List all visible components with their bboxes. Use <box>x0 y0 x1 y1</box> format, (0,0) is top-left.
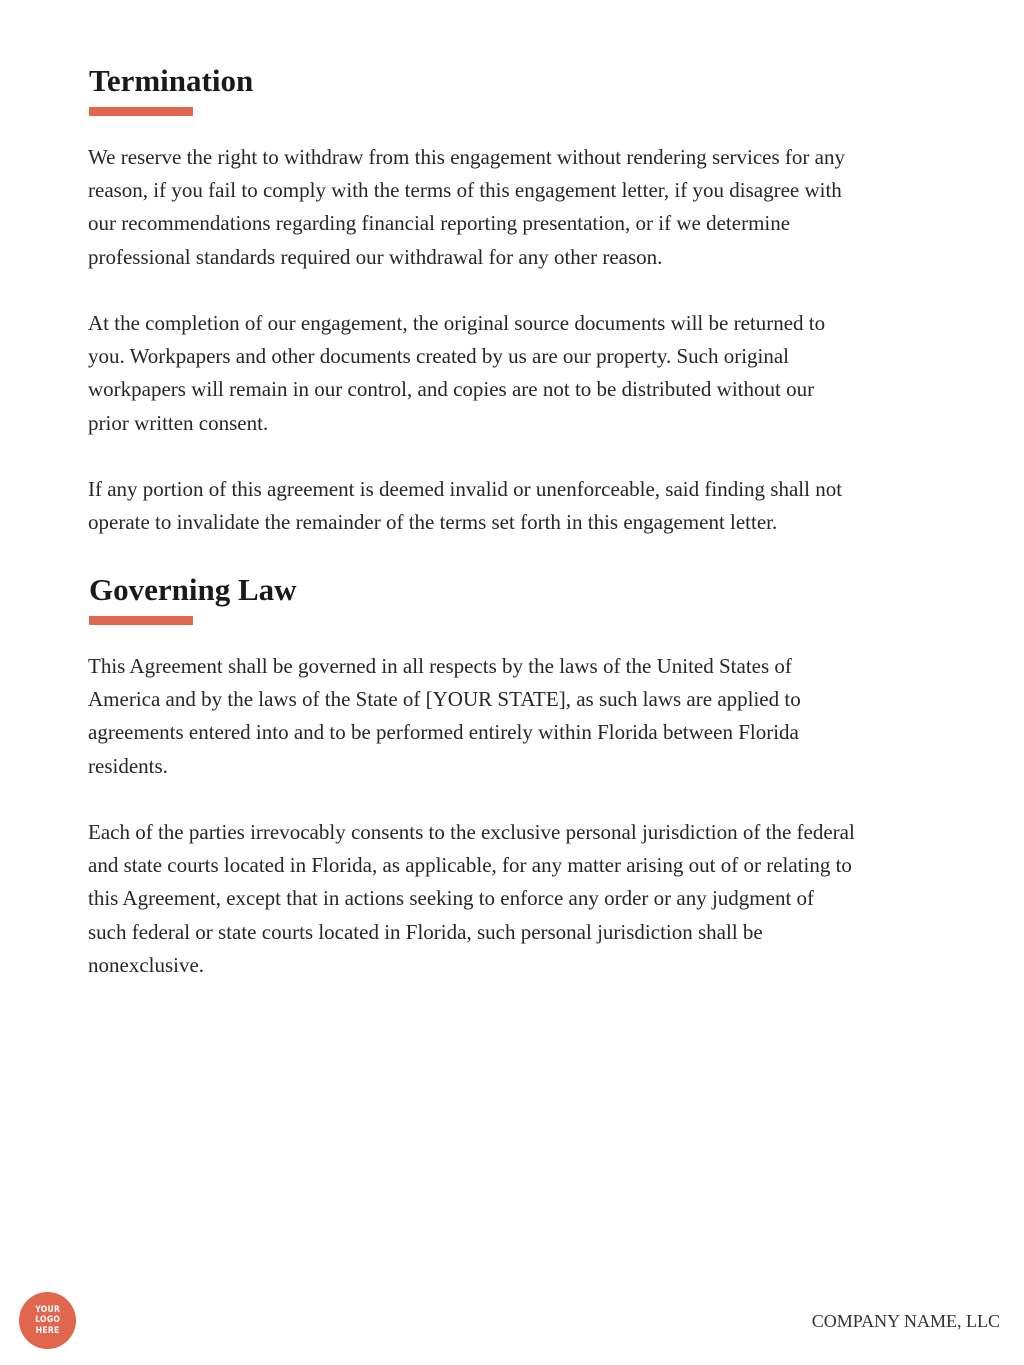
company-name: COMPANY NAME, LLC <box>811 1311 1000 1331</box>
governing-law-paragraph-1: This Agreement shall be governed in all respects by the laws of the United States of America and by the laws of the State of [YOUR STATE], as such laws are applied to agreements entered into and to be performed entirely within Florida between Florida residents. <box>88 654 801 778</box>
termination-paragraph-2: At the completion of our engagement, the original source documents will be returned to you. Workpapers and other documents created by us are our property. Such original workpapers will remain in our control, and copies are not to be distributed without our prior written consent. <box>88 311 826 435</box>
section-heading-governing-law: Governing Law <box>89 572 297 607</box>
section-heading-termination: Termination <box>89 63 254 98</box>
heading-accent-rule <box>89 616 193 625</box>
governing-law-paragraph-2: Each of the parties irrevocably consents to the exclusive personal jurisdiction of the federal and state courts located in Florida, as applicable, for any matter arising out of or relating to this Agreement, except that in actions seeking to enforce any order or any judgment of such federal or state courts located in Florida, such personal jurisdiction shall be nonexclusive. <box>88 820 855 977</box>
logo-placeholder-text: YOUR LOGO HERE <box>35 1304 60 1336</box>
termination-paragraph-3: If any portion of this agreement is deemed invalid or unenforceable, said finding shall not operate to invalidate the remainder of the terms set forth in this engagement letter. <box>88 477 843 535</box>
heading-accent-rule <box>89 107 193 116</box>
company-logo <box>19 1292 76 1349</box>
termination-paragraph-1: We reserve the right to withdraw from this engagement without rendering services for any reason, if you fail to comply with the terms of this engagement letter, if you disagree with our recommendations regarding financial reporting presentation, or if we determine professional standards required our withdrawal for any other reason. <box>88 145 845 269</box>
